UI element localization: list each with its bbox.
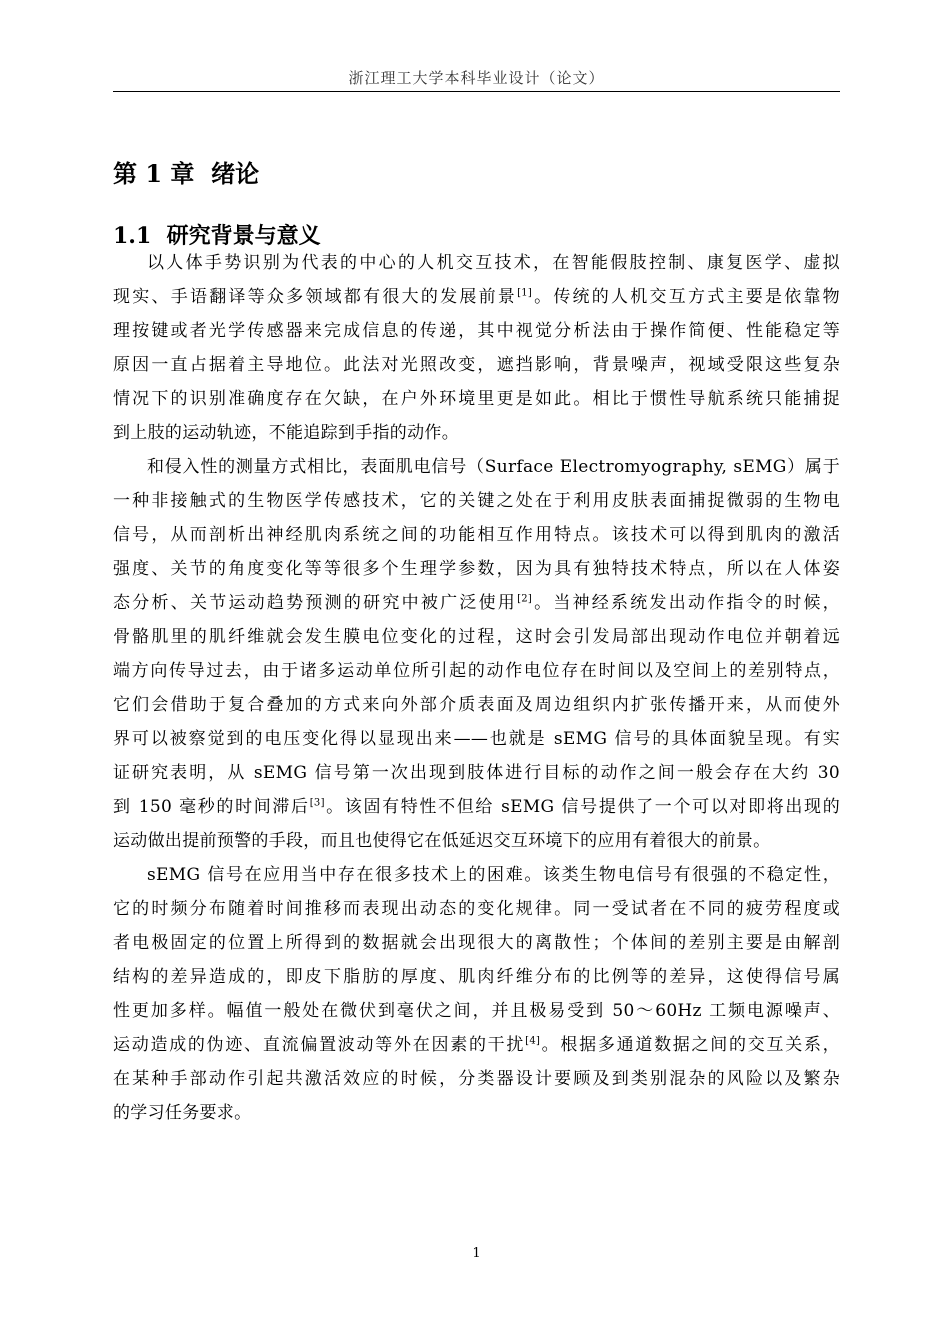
text-line	[113, 1028, 840, 1062]
text-line: 到上肢的运动轨迹，不能追踪到手指的动作。	[113, 423, 459, 443]
chapter-title: 第 1 章 绪论	[113, 159, 260, 188]
paragraph-1	[113, 246, 840, 450]
text-line: 性更加多样。幅值一般处在微伏到毫伏之间，并且极易受到 50～60Hz 工频电源噪声、	[113, 1001, 840, 1021]
text-line: 证研究表明，从 sEMG 信号第一次出现到肢体进行目标的动作之间一般会存在大约 30	[113, 763, 840, 783]
text-segment: 现实、手语翻译等众多领域都有很大的发展前景	[113, 287, 518, 307]
text-line: 界可以被察觉到的电压变化得以显现出来——也就是 sEMG 信号的具体面貌呈现。有实	[113, 729, 840, 749]
text-line: 信号，从而剖析出神经肌肉系统之间的功能相互作用特点。该技术可以得到肌肉的激活	[113, 525, 840, 545]
text-line: 情况下的识别准确度存在欠缺，在户外环境里更是如此。相比于惯性导航系统只能捕捉	[113, 389, 840, 409]
text-line: 结构的差异造成的，即皮下脂肪的厚度、肌肉纤维分布的比例等的差异，这使得信号属	[113, 967, 840, 987]
text-line: 一种非接触式的生物医学传感技术，它的关键之处在于利用皮肤表面捕捉微弱的生物电	[113, 491, 840, 511]
running-header: 浙江理工大学本科毕业设计（论文）	[348, 69, 605, 87]
paragraph-2	[113, 450, 840, 858]
text-segment: 运动造成的伪迹、直流偏置波动等外在因素的干扰	[113, 1035, 526, 1055]
text-line	[113, 790, 840, 824]
text-line: 理按键或者光学传感器来完成信息的传递，其中视觉分析法由于操作简便、性能稳定等	[113, 321, 840, 341]
text-line: 的学习任务要求。	[113, 1103, 252, 1123]
text-line	[113, 586, 840, 620]
paragraph-3	[113, 858, 840, 1130]
text-line: 和侵入性的测量方式相比，表面肌电信号（Surface Electromyography, sEMG）属于	[147, 457, 840, 477]
citation: [2]	[517, 593, 533, 605]
text-line: 端方向传导过去，由于诸多运动单位所引起的动作电位存在时间以及空间上的差别特点，	[113, 661, 840, 681]
text-line: 在某种手部动作引起共激活效应的时候，分类器设计要顾及到类别混杂的风险以及繁杂	[113, 1069, 840, 1089]
text-line: 它们会借助于复合叠加的方式来向外部介质表面及周边组织内扩张传播开来，从而使外	[113, 695, 840, 715]
text-line	[113, 280, 840, 314]
page-number: 1	[472, 1246, 481, 1261]
text-line: 运动做出提前预警的手段，而且也使得它在低延迟交互环境下的应用有着很大的前景。	[113, 831, 771, 851]
text-segment: 。当神经系统发出动作指令的时候，	[532, 593, 840, 613]
text-line: 骨骼肌里的肌纤维就会发生膜电位变化的过程，这时会引发局部出现动作电位并朝着远	[113, 627, 840, 647]
text-line: 者电极固定的位置上所得到的数据就会出现很大的离散性；个体间的差别主要是由解剖	[113, 933, 840, 953]
text-segment: 。根据多通道数据之间的交互关系，	[540, 1035, 840, 1055]
citation: [4]	[525, 1035, 541, 1047]
section-title: 1.1 研究背景与意义	[113, 223, 321, 249]
text-segment: 态分析、关节运动趋势预测的研究中被广泛使用	[113, 593, 518, 613]
text-segment: 。该固有特性不但给 sEMG 信号提供了一个可以对即将出现的	[324, 797, 840, 817]
text-line: sEMG 信号在应用当中存在很多技术上的困难。该类生物电信号有很强的不稳定性，	[147, 865, 840, 885]
text-line: 强度、关节的角度变化等等很多个生理学参数，因为具有独特技术特点，所以在人体姿	[113, 559, 840, 579]
text-line: 原因一直占据着主导地位。此法对光照改变，遮挡影响，背景噪声，视域受限这些复杂	[113, 355, 840, 375]
header-rule	[113, 91, 840, 92]
text-segment: 到 150 毫秒的时间滞后	[113, 797, 310, 817]
body-text	[113, 246, 840, 1130]
text-line: 它的时频分布随着时间推移而表现出动态的变化规律。同一受试者在不同的疲劳程度或	[113, 899, 840, 919]
text-line: 以人体手势识别为代表的中心的人机交互技术，在智能假肢控制、康复医学、虚拟	[147, 253, 840, 273]
citation: [3]	[309, 797, 325, 809]
citation: [1]	[517, 287, 533, 299]
text-segment: 。传统的人机交互方式主要是依靠物	[532, 287, 840, 307]
